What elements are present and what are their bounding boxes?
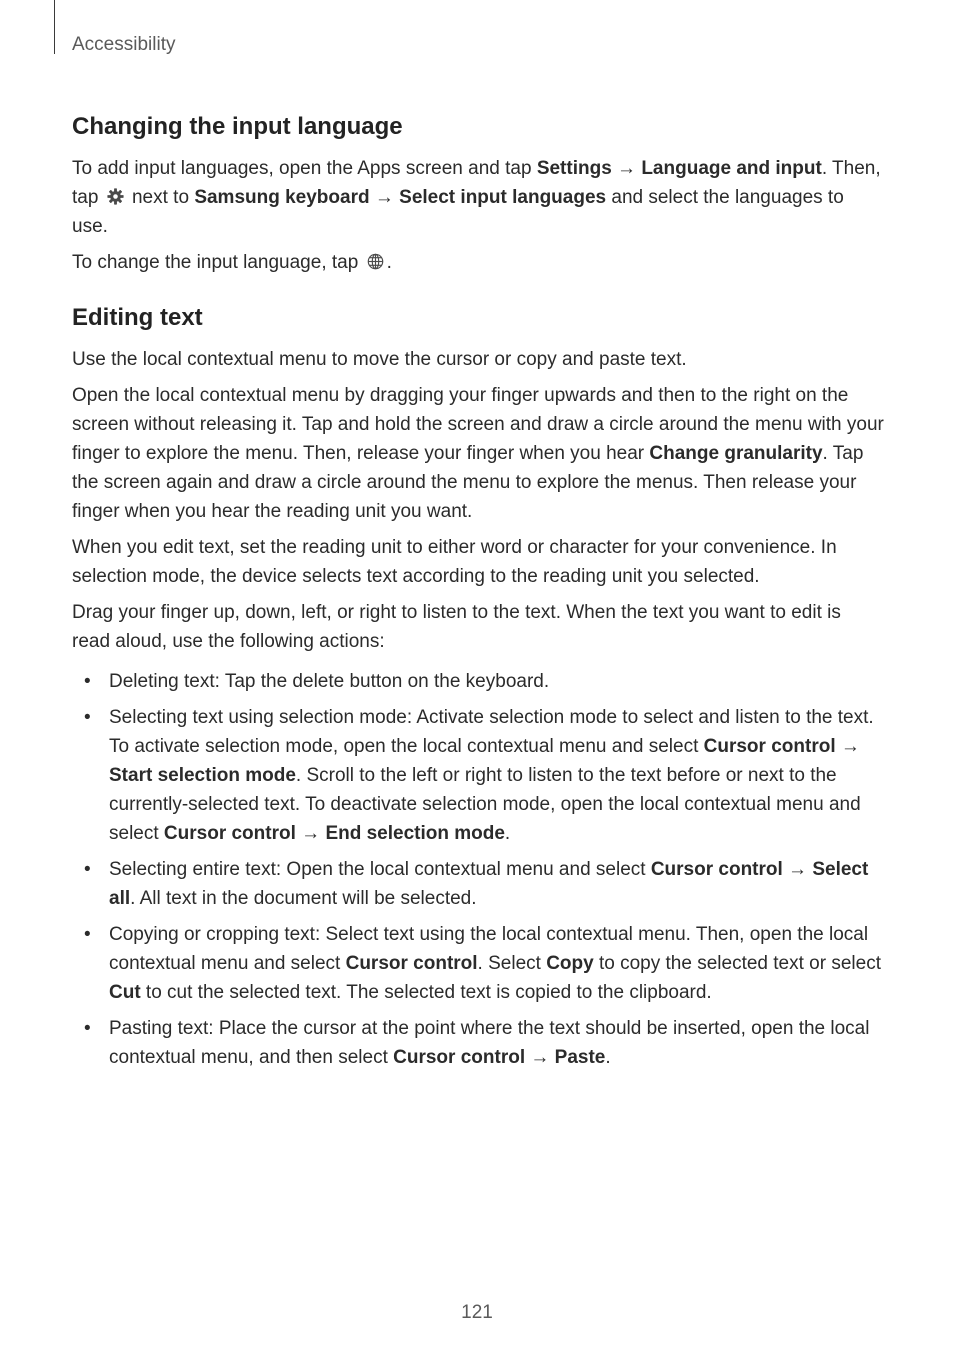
bullet: • <box>84 671 91 692</box>
menu-start-selection-mode: Start selection mode <box>109 765 296 786</box>
bullet: • <box>84 707 91 728</box>
paragraph-change-language: To change the input language, tap . <box>72 252 392 273</box>
menu-language-and-input: Language and input <box>641 158 822 179</box>
menu-cursor-control: Cursor control <box>163 823 296 844</box>
menu-cursor-control: Cursor control <box>345 953 478 974</box>
list-item-selection-mode: • Selecting text using selection mode: Activate selection mode to select and listen to the text. To activate selection mode, open the local contextual menu and select Cursor control → Start selection mode. Scroll to the left or right to listen to the text before or next to the currently-selected text. To deactivate selection mode, open the local contextual menu and select Cursor control → End selection mode. <box>72 703 884 848</box>
menu-cut: Cut <box>109 982 141 1003</box>
list-item-select-all: • Selecting entire text: Open the local contextual menu and select Cursor control → Select all. All text in the document will be selected. <box>72 855 884 913</box>
bullet: • <box>84 859 91 880</box>
paragraph-open-menu: Open the local contextual menu by dragging your finger upwards and then to the right on the screen without releasing it. Tap and hold the screen and draw a circle around the menu with your finger to explore the menu. Then, release your finger when you hear Change granularity. Tap the screen again and draw a circle around the menu to explore the menus. Then release your finger when you hear the reading unit you want. <box>72 385 884 522</box>
globe-icon <box>366 252 385 271</box>
actions-list <box>72 667 884 1072</box>
paragraph-add-languages: To add input languages, open the Apps screen and tap Settings → Language and input. Then, tap next to Samsung keyboard → Select input languages and select the languages to use. <box>72 158 881 237</box>
section-title-editing-text: Editing text <box>72 304 203 331</box>
section-title-input-language: Changing the input language <box>72 113 403 140</box>
page-number: 121 <box>461 1302 493 1323</box>
menu-copy: Copy <box>546 953 594 974</box>
list-item-paste: • Pasting text: Place the cursor at the point where the text should be inserted, open the local contextual menu, and then select Cursor control → Paste. <box>72 1014 884 1072</box>
paragraph-intro: Use the local contextual menu to move the cursor or copy and paste text. <box>72 349 687 370</box>
list-item-deleting: • Deleting text: Tap the delete button on the keyboard. <box>72 667 884 696</box>
gear-icon <box>106 187 125 206</box>
menu-paste: Paste <box>554 1047 606 1068</box>
menu-select-all: Select all <box>109 859 869 909</box>
page-content <box>72 112 884 1079</box>
menu-cursor-control: Cursor control <box>393 1047 526 1068</box>
menu-change-granularity: Change granularity <box>649 443 823 464</box>
paragraph-reading-unit: When you edit text, set the reading unit to either word or character for your convenience. In selection mode, the device selects text according to the reading unit you selected. <box>72 537 837 587</box>
menu-cursor-control: Cursor control <box>703 736 836 757</box>
menu-cursor-control: Cursor control <box>650 859 783 880</box>
menu-select-input-languages: Select input languages <box>399 187 607 208</box>
paragraph-drag-finger: Drag your finger up, down, left, or right to listen to the text. When the text you want to edit is read aloud, use the following actions: <box>72 602 841 652</box>
menu-end-selection-mode: End selection mode <box>325 823 505 844</box>
running-header: Accessibility <box>72 34 176 55</box>
list-item-copy-cut: • Copying or cropping text: Select text using the local contextual menu. Then, open the local contextual menu and select Cursor control. Select Copy to copy the selected text or select Cut to cut the selected text. The selected text is copied to the clipboard. <box>72 920 884 1007</box>
menu-samsung-keyboard: Samsung keyboard <box>194 187 370 208</box>
menu-settings: Settings <box>536 158 612 179</box>
bullet: • <box>84 924 91 945</box>
bullet: • <box>84 1018 91 1039</box>
header-rule <box>54 0 55 54</box>
